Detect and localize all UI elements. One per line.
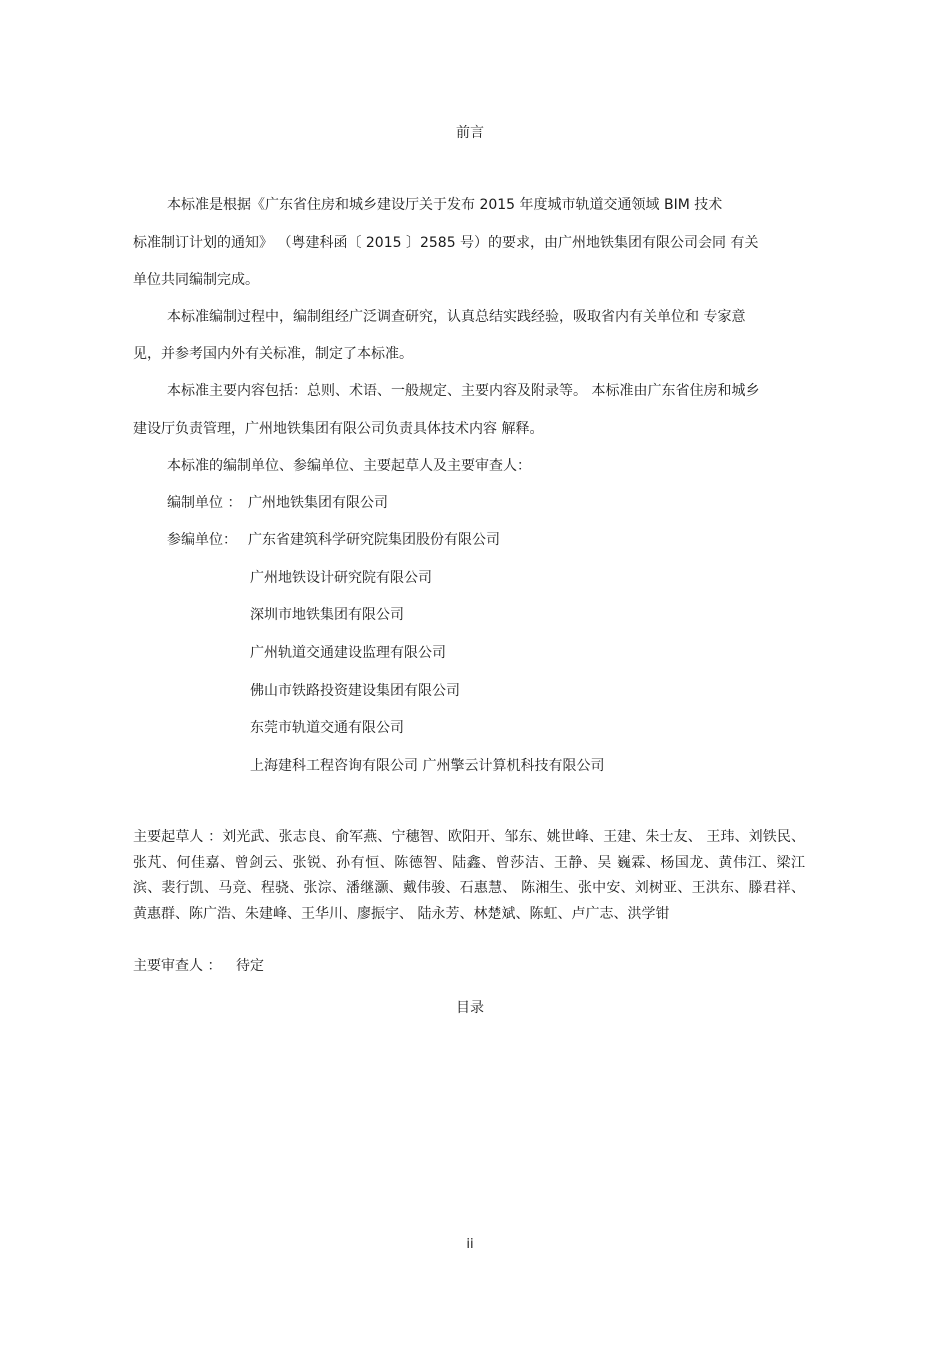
paragraph1-line2: 标准制订计划的通知》 （粤建科函〔 2015 〕2585 号）的要求，由广州地铁集团有限公司会同 有关 [133, 235, 759, 251]
participating-unit: 广州地铁设计研究院有限公司 [250, 570, 432, 586]
participating-unit: 深圳市地铁集团有限公司 [250, 607, 404, 623]
drafters-list: 刘光武、张志良、俞军燕、宁穗智、欧阳开、邹东、姚世峰、王建、朱士友、 王玮、刘铁民、张芃、何佳嘉、曾剑云、张锐、孙有恒、陈德智、陆鑫、曾莎洁、王静、吴 巍霖、杨国龙、黄伟江、梁江滨、裴行凯、马竞、程骁、张淙、潘继灏、戴伟骏、石惠慧、 陈湘生、张中安、刘树亚、王洪东、滕君祥、黄惠群、陈广浩、朱建峰、王华川、廖振宇、 陆永芳、林楚斌、陈虹、卢广志、洪学钳 [133, 829, 806, 922]
participating-label: 参编单位： [167, 532, 237, 548]
paragraph3-line1: 本标准主要内容包括：总则、术语、一般规定、主要内容及附录等。 本标准由广东省住房和城乡 [167, 383, 760, 399]
page-number: ii [466, 1237, 474, 1252]
paragraph2-line2: 见，并参考国内外有关标准，制定了本标准。 [133, 346, 413, 362]
paragraph1-line1: 本标准是根据《广东省住房和城乡建设厅关于发布 2015 年度城市轨道交通领域 BIM 技术 [167, 197, 723, 213]
drafters-label: 主要起草人 ： [133, 829, 223, 845]
participating-unit: 广东省建筑科学研究院集团股份有限公司 [248, 532, 500, 548]
chief-unit: 广州地铁集团有限公司 [248, 495, 388, 511]
preface-title: 前言 [456, 125, 484, 141]
reviewers-value: 待定 [236, 958, 264, 974]
participating-unit: 广州轨道交通建设监理有限公司 [250, 645, 446, 661]
paragraph1-line3: 单位共同编制完成。 [133, 272, 259, 288]
participating-unit: 东莞市轨道交通有限公司 [250, 720, 404, 736]
reviewers-label: 主要审查人 ： [133, 958, 222, 974]
drafters-block [133, 825, 805, 927]
paragraph2-line1: 本标准编制过程中，编制组经广泛调查研究，认真总结实践经验，吸取省内有关单位和 专家意 [167, 309, 746, 325]
paragraph4: 本标准的编制单位、参编单位、主要起草人及主要审查人： [167, 458, 531, 474]
chief-unit-label: 编制单位 ： [167, 495, 242, 511]
toc-title: 目录 [456, 1000, 484, 1016]
participating-unit: 佛山市铁路投资建设集团有限公司 [250, 683, 460, 699]
participating-unit: 上海建科工程咨询有限公司 广州擎云计算机科技有限公司 [250, 758, 605, 774]
paragraph3-line2: 建设厅负责管理，广州地铁集团有限公司负责具体技术内容 解释。 [133, 421, 544, 437]
